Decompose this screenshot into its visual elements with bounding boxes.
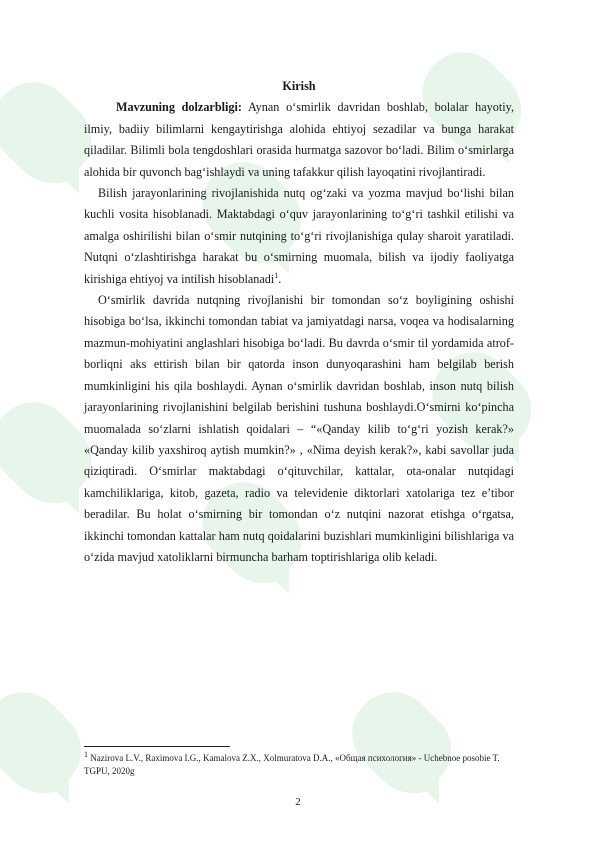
paragraph-adolescence: [84, 290, 514, 568]
footnote-divider: [84, 746, 230, 747]
footnote: [84, 752, 514, 778]
paragraph-text: O‘smirlik davrida nutqning rivojlanishi bir tomondan so‘z boyligining oshishi hisobiga bo‘lsa, ikkinchi tomondan tabiat va jamiyatdagi narsa, voqea va hodisalarning mazmun-mohiyatini anglashlari hisobiga bo‘ladi. Bu davrda o‘smir til yordamida atrof-borliqni aks ettirish bilan bir qatorda inson dunyoqarashini ham belgilab berish mumkinligini his qila boshlaydi. Aynan o‘smirlik davridan boshlab, inson nutq bilish jarayonlarining rivojlanishini belgilab berishini tushuna boshlaydi.O‘smirni ko‘pincha muomalada so‘zlarni ishlatish qoidalari – “«Qanday kilib to‘g‘ri yozish kerak?» «Qanday kilib yaxshiroq aytish mumkin?» , «Nima deyish kerak?», kabi savollar juda qiziqtiradi. O‘smirlar maktabdagi o‘qituvchilar, kattalar, ota-onalar nutqidagi kamchiliklariga, kitob, gazeta, radio va televidenie diktorlari xatolariga tez e’tibor beradilar. Bu holat o‘smirning bir tomondan o‘z nutqini nazorat etishga o‘rgatsa, ikkinchi tomondan kattalar ham nutq qoidalarini buzishlari mumkinligini bilishlariga va o‘zida mavjud xatoliklarni birmuncha barham toptirishlariga olib keladi.: [84, 293, 514, 564]
sf-logo-watermark-icon: [0, 658, 132, 842]
footnote-reference[interactable]: 1: [274, 270, 279, 280]
relevance-lead: Mavzuning dolzarbligi:: [116, 100, 242, 115]
sf-logo-watermark-icon: [318, 658, 502, 842]
paragraph-end: .: [278, 271, 282, 286]
footnote-text: Nazirova L.V., Raximova I.G., Kamalova Z.X., Xolmuratova D.A., «Общая психология» - Uchebnoe posobie T. TGPU, 2020g: [84, 753, 500, 776]
footnote-marker: 1: [84, 750, 88, 759]
paragraph-speech-development: [84, 183, 514, 290]
document-body: [84, 76, 514, 568]
paragraph-text: Aynan o‘smirlik davridan boshlab, bolalar hayotiy, ilmiy, badiiy bilimlarni kengaytirishga alohida ehtiyoj sezadilar va bunga harakat qiladilar. Bilimli bola tengdoshlari orasida hurmatga sazovor bo‘ladi. Bilim o‘smirlarga alohida bir quvonch bag‘ishlaydi va uning tafakkur qilish layoqatini rivojlantiradi.: [84, 100, 514, 179]
paragraph-relevance: [84, 97, 514, 183]
paragraph-text: Bilish jarayonlarining rivojlanishida nutq og‘zaki va yozma mavjud bo‘lishi bilan kuchli vosita hisoblanadi. Maktabdagi o‘quv jarayonlarining to‘g‘ri tashkil etilishi va amalga oshirilishi bilan o‘smir nutqining to‘g‘ri rivojlanishiga qulay sharoit yaratiladi. Nutqni o‘zlashtirishga harakat bu o‘smirning muomala, bilish va ijodiy faoliyatga kirishiga ehtiyoj va intilish hisoblanadi: [84, 186, 514, 286]
page-number: 2: [295, 796, 301, 808]
page-title: Kirish: [282, 79, 316, 93]
